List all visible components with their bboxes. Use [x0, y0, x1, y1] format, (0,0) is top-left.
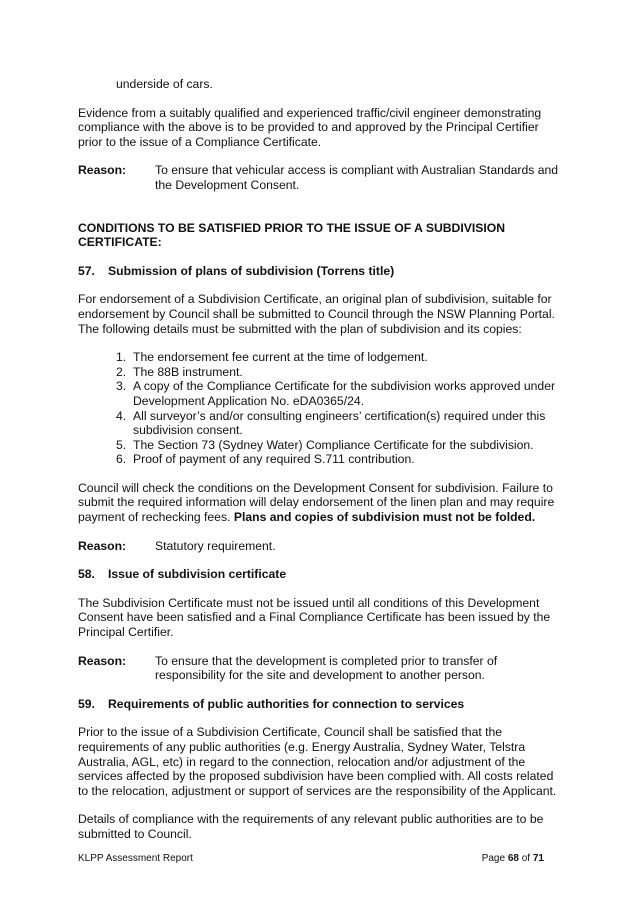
list-item — [116, 379, 562, 408]
page-total: 71 — [532, 853, 544, 864]
submission-details-list — [116, 350, 562, 467]
condition-59-compliance: Details of compliance with the requirements of any relevant public authorities are to be submitted to Council. — [78, 812, 544, 841]
condition-59-heading — [78, 697, 562, 712]
list-item-text: A copy of the Compliance Certificate for the subdivision works approved under Development Application No. eDA0365/24. — [133, 379, 556, 408]
page-number — [482, 852, 544, 867]
condition-58-body: The Subdivision Certificate must not be issued until all conditions of this Development Consent have been satisfied and a Final Compliance Certificate has been issued by the Principal Certifier. — [78, 595, 551, 640]
condition-number: 58. — [78, 567, 95, 582]
section-heading: CONDITIONS TO BE SATISFIED PRIOR TO THE ISSUE OF A SUBDIVISION CERTIFICATE: — [78, 220, 506, 250]
continuation-line: underside of cars. — [116, 77, 213, 91]
condition-number: 59. — [78, 696, 95, 711]
folding-warning: Plans and copies of subdivision must not be folded. — [233, 510, 536, 525]
reason-label: Reason: — [78, 538, 127, 553]
condition-59-body: Prior to the issue of a Subdivision Certificate, Council shall be satisfied that the requirements of any public authorities (e.g. Energy Australia, Sydney Water, Telstra Australia, AGL, etc) in regard to the connection, relocation and/or adjustment of the services affected by the proposed subdivision have been complied with. All costs related to the relocation, adjustment or support of services are the responsibility of the Applicant. — [78, 725, 557, 798]
list-item-number: 3. — [116, 379, 127, 394]
condition-57-heading — [78, 264, 562, 279]
condition-title: Requirements of public authorities for connection to services — [108, 696, 465, 711]
list-item — [116, 438, 562, 453]
footer-report-title: KLPP Assessment Report — [78, 853, 193, 864]
list-item — [116, 452, 562, 467]
list-item-number: 6. — [116, 452, 127, 467]
condition-57-intro: For endorsement of a Subdivision Certificate, an original plan of subdivision, suitable for endorsement by Council shall be submitted to Council through the NSW Planning Portal. The following details must be submitted with the plan of subdivision and its copies: — [78, 292, 555, 336]
reason-block-vehicular-access — [78, 163, 562, 192]
reason-text: To ensure that the development is completed prior to transfer of responsibility for the site and development to another person. — [155, 653, 498, 683]
page-content — [78, 77, 562, 856]
list-item-text: The endorsement fee current at the time of lodgement. — [133, 350, 428, 365]
page-prefix: Page — [481, 853, 508, 864]
evidence-paragraph: Evidence from a suitably qualified and experienced traffic/civil engineer demonstrating compliance with the above is to be provided to and approved by the Principal Certifier prior to the issue of a Compliance Certificate. — [78, 105, 542, 149]
reason-text: To ensure that vehicular access is compliant with Australian Standards and the Development Consent. — [155, 163, 559, 192]
list-item-text: The Section 73 (Sydney Water) Compliance Certificate for the subdivision. — [133, 437, 534, 452]
page-footer — [78, 852, 544, 867]
condition-title: Submission of plans of subdivision (Torrens title) — [108, 263, 395, 278]
reason-block-57 — [78, 539, 562, 554]
list-item-text: Proof of payment of any required S.711 contribution. — [133, 452, 415, 467]
check-text: Council will check the conditions on the Development Consent for subdivision. Failure to submit the required information will delay endorsement of the linen plan and may require payment of rechecking fees. — [78, 480, 555, 525]
reason-text: Statutory requirement. — [155, 538, 276, 553]
page-current: 68 — [507, 853, 519, 864]
list-item — [116, 350, 562, 365]
condition-57-check-paragraph — [78, 481, 562, 525]
reason-label: Reason: — [78, 653, 127, 668]
reason-block-58 — [78, 654, 562, 683]
list-item-text: The 88B instrument. — [133, 364, 243, 379]
condition-title: Issue of subdivision certificate — [108, 567, 287, 582]
list-item — [116, 365, 562, 380]
list-item-text: All surveyor’s and/or consulting engineers’ certification(s) required under this subdivision consent. — [133, 408, 546, 438]
reason-label: Reason: — [78, 163, 127, 178]
list-item-number: 2. — [116, 364, 127, 379]
list-item — [116, 409, 562, 438]
list-item-number: 4. — [116, 408, 127, 423]
list-item-number: 1. — [116, 350, 127, 365]
condition-number: 57. — [78, 263, 95, 278]
page-of: of — [518, 853, 533, 864]
list-item-number: 5. — [116, 437, 127, 452]
condition-58-heading — [78, 567, 562, 582]
